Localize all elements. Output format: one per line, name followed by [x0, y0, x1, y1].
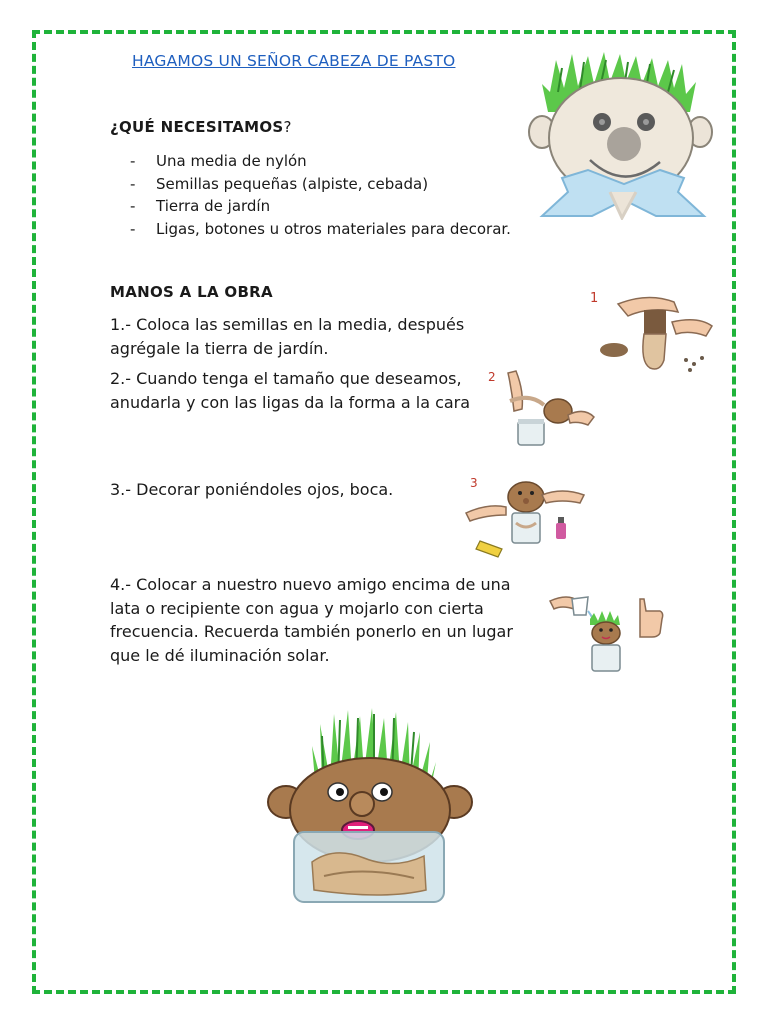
step-2-illustration	[486, 365, 598, 449]
step-1-illustration	[588, 282, 720, 378]
needs-heading: ¿QUÉ NECESITAMOS?	[110, 118, 292, 136]
step-3-illustration	[462, 473, 586, 559]
step-1-text: 1.- Coloca las semillas en la media, después agrégale la tierra de jardín.	[110, 315, 465, 358]
step-4-text: 4.- Colocar a nuestro nuevo amigo encima de una lata o recipiente con agua y mojarlo con cierta frecuencia. Recuerda también ponerlo en un lugar que le dé iluminación solar.	[110, 575, 513, 665]
step-2-text: 2.- Cuando tenga el tamaño que deseamos, anudarla y con las ligas da la forma a la cara	[110, 369, 471, 412]
grass-head-cartoon-illustration	[528, 52, 714, 220]
list-item: - Una media de nylón	[130, 152, 307, 170]
steps-heading: MANOS A LA OBRA	[110, 283, 273, 301]
step-4-illustration	[544, 585, 668, 677]
list-item: - Semillas pequeñas (alpiste, cebada)	[130, 174, 429, 193]
step-number-label: 1	[590, 291, 599, 306]
step-number-label: 3	[470, 476, 478, 490]
grass-head-jar-illustration	[264, 706, 482, 904]
step-3-text: 3.- Decorar poniéndoles ojos, boca.	[110, 480, 394, 499]
list-item: - Tierra de jardín	[130, 197, 271, 215]
materials-list	[130, 150, 511, 240]
step-number-label: 2	[488, 370, 496, 384]
list-item: - Ligas, botones u otros materiales para decorar.	[130, 219, 511, 238]
page-title: HAGAMOS UN SEÑOR CABEZA DE PASTO	[132, 52, 456, 70]
